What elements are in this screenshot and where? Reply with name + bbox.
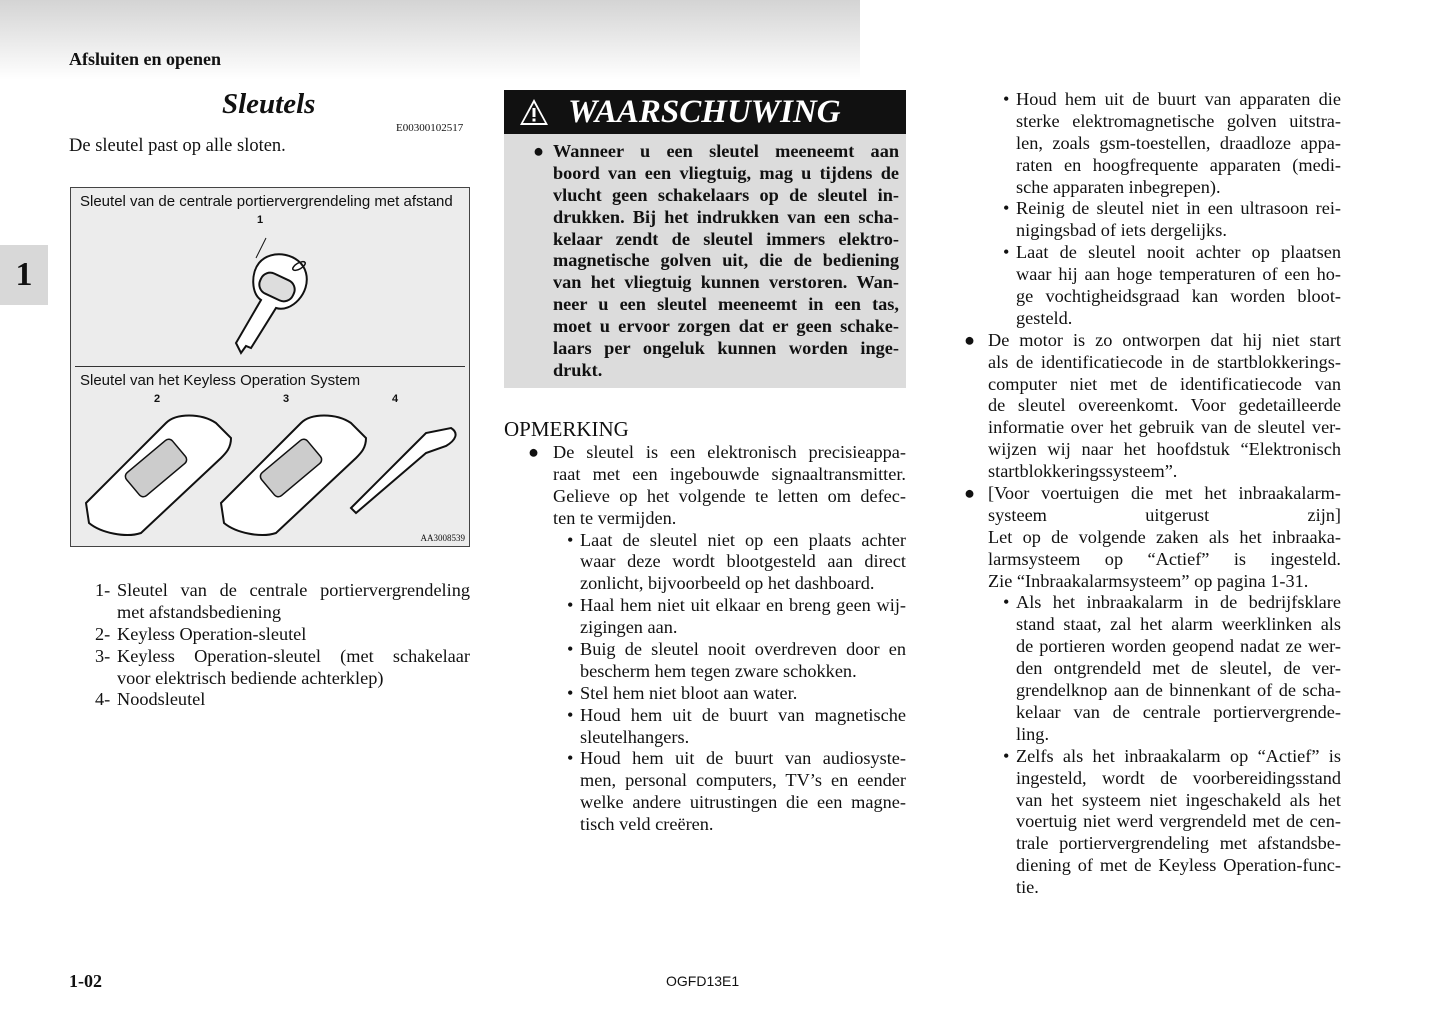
text-line: Laat de sleutel nooit achter op plaatsen <box>1016 242 1341 263</box>
list-item <box>964 330 1341 483</box>
text-line: waar hij aan hoge temperaturen of een ho- <box>1016 264 1341 285</box>
note-title: OPMERKING <box>504 417 629 441</box>
text-line: neer u een sleutel meeneemt in een tas, <box>553 294 899 315</box>
text-line: Haal hem niet uit elkaar en breng geen wij- <box>580 595 906 616</box>
sub-bullet-icon: • <box>1003 592 1010 613</box>
list-subitem <box>964 198 1341 242</box>
bullet-icon: ● <box>964 329 976 350</box>
warning-item <box>533 141 899 382</box>
text-line: kelaar van de centrale portiervergrende- <box>1016 701 1341 722</box>
legend-item <box>95 624 470 646</box>
paragraph <box>1016 242 1341 330</box>
text-line: informatie over het gebruik van de sleutel ver- <box>988 417 1341 438</box>
item-number: 3- <box>95 645 111 666</box>
text-line: zonlicht, bijvoorbeeld op het dashboard. <box>580 573 875 594</box>
paragraph <box>580 683 906 705</box>
note-subitem <box>528 683 906 705</box>
text-line: kelaar zendt de sleutel immers elektro- <box>553 228 899 249</box>
note-section <box>528 442 906 836</box>
text-line: gesteld. <box>1016 307 1073 328</box>
text-line: van het vliegtuig kunnen verstoren. Wan- <box>553 272 899 293</box>
text-line: van het systeem niet ingeschakeld als het <box>1016 789 1341 810</box>
item-number: 1- <box>95 580 111 600</box>
note-subitem <box>528 530 906 596</box>
paragraph <box>1016 89 1341 198</box>
text-line: drukt. <box>553 359 603 380</box>
text-line: laars per ongeluk kunnen worden inge- <box>553 338 899 359</box>
text-line: voor elektrisch bediende achterklep) <box>117 667 384 688</box>
text-line: Zelfs als het inbraakalarm op “Actief” is <box>1016 745 1341 766</box>
paragraph <box>580 748 906 836</box>
document-id: OGFD13E1 <box>666 973 740 989</box>
remote-key-illustration <box>211 228 321 363</box>
text-line: Stel hem niet bloot aan water. <box>580 682 798 703</box>
page-title: Sleutels <box>222 88 316 120</box>
sub-bullet-icon: • <box>567 529 574 550</box>
paragraph <box>580 639 906 683</box>
list-item <box>964 483 1341 592</box>
text-line: sterke elektromagnetische golven uitstra- <box>1016 110 1341 131</box>
text-line: tie. <box>1016 877 1039 898</box>
paragraph <box>117 624 470 646</box>
figure-reference: AA3008539 <box>420 533 465 543</box>
paragraph <box>553 141 899 382</box>
item-number: 2- <box>95 623 111 644</box>
text-line: Laat de sleutel niet op een plaats achter <box>580 529 906 550</box>
warning-header <box>504 90 906 134</box>
legend-item <box>95 646 470 690</box>
legend-item <box>95 689 470 711</box>
list-subitem <box>964 746 1341 899</box>
text-line: len, zoals gsm-toestellen, draadloze appa- <box>1016 132 1341 153</box>
text-line: Gelieve op het volgende te letten om defec- <box>553 485 906 506</box>
text-line: stand staat, zal het alarm weerklinken als <box>1016 614 1341 635</box>
bullet-icon: ● <box>533 141 545 161</box>
text-line: ge vochtigheidsgraad kan worden bloot- <box>1016 286 1341 307</box>
figure-divider <box>75 366 465 367</box>
paragraph <box>553 442 906 530</box>
text-line: de sleutel overeenkomt. Voor gedetailleerde <box>988 395 1341 416</box>
bullet-icon: ● <box>964 483 976 504</box>
note-subitem <box>528 639 906 683</box>
text-line: als de identificatiecode in de startblokkerings- <box>988 351 1341 372</box>
figure-label-1: 1 <box>257 214 264 226</box>
text-line: grendelknop aan de binnenkant of de scha- <box>1016 680 1341 701</box>
text-line: met afstandsbediening <box>117 601 281 622</box>
bullet-icon: ● <box>528 442 540 462</box>
note-subitem <box>528 705 906 749</box>
text-line: Let op de volgende zaken als het inbraaka- <box>988 526 1341 547</box>
text-line: tisch veld creëren. <box>580 814 714 835</box>
warning-text <box>533 141 899 382</box>
text-line: Wanneer u een sleutel meeneemt aan <box>553 141 899 161</box>
text-line: vlucht geen schakelaars op de sleutel in- <box>553 184 899 205</box>
sub-bullet-icon: • <box>567 639 574 660</box>
text-line: nigingsbad of iets dergelijks. <box>1016 220 1227 241</box>
text-line: de portieren worden geopend nadat ze wer- <box>1016 636 1341 657</box>
text-line: ten te vermijden. <box>553 507 677 528</box>
text-line: ingesteld, wordt de voorbereidingsstand <box>1016 767 1341 788</box>
text-line: Buig de sleutel nooit overdreven door en <box>580 639 906 660</box>
text-line: boord van een vliegtuig, mag u tijdens de <box>553 162 899 183</box>
text-line: Houd hem uit de buurt van magnetische <box>580 704 906 725</box>
text-line: trale portiervergrendeling met afstandsbe- <box>1016 833 1341 854</box>
figure-caption-bottom: Sleutel van het Keyless Operation System <box>80 372 361 389</box>
warning-triangle-icon <box>518 97 550 127</box>
text-line: raat met een ingebouwde signaaltransmitter. <box>553 463 906 484</box>
text-line: [Voor voertuigen die met het inbraakalarm- <box>988 483 1341 504</box>
text-line: waar deze wordt blootgesteld aan direct <box>580 551 906 572</box>
text-line: den ontgrendeld met de sleutel, de ver- <box>1016 658 1341 679</box>
text-line: Houd hem uit de buurt van apparaten die <box>1016 89 1341 109</box>
item-number: 4- <box>95 689 111 710</box>
text-line: Houd hem uit de buurt van audiosyste- <box>580 748 906 769</box>
sub-bullet-icon: • <box>1003 89 1010 109</box>
text-line: Reinig de sleutel niet in een ultrasoon rei- <box>1016 198 1341 219</box>
text-line: systeem uitgerust zijn] <box>988 504 1341 525</box>
chapter-tab[interactable]: 1 <box>0 245 48 305</box>
text-line: moet u ervoor zorgen dat er geen schake- <box>553 316 899 337</box>
figure-label-3: 3 <box>283 393 290 405</box>
doc-code: E00300102517 <box>396 122 464 134</box>
keys-figure <box>70 187 470 547</box>
intro-text: De sleutel past op alle sloten. <box>69 136 286 156</box>
text-line: Als het inbraakalarm in de bedrijfsklare <box>1016 592 1341 613</box>
sub-bullet-icon: • <box>567 682 574 703</box>
text-line: De motor is zo ontworpen dat hij niet start <box>988 329 1341 350</box>
text-line: larmsysteem op “Actief” is ingesteld. <box>988 548 1341 569</box>
legend-item <box>95 580 470 624</box>
text-line: Zie “Inbraakalarmsysteem” op pagina 1-31. <box>988 570 1309 591</box>
sub-bullet-icon: • <box>1003 242 1010 263</box>
text-line: zigingen aan. <box>580 617 678 638</box>
text-line: voertuig niet werd vergrendeld met de cen- <box>1016 811 1341 832</box>
paragraph <box>1016 198 1341 242</box>
text-line: magnetische golven uit, die de bediening <box>553 250 899 271</box>
text-line: diening of met de Keyless Operation-func- <box>1016 855 1341 876</box>
text-line: ling. <box>1016 723 1050 744</box>
text-line: Noodsleutel <box>117 689 206 710</box>
text-line: computer niet met de identificatiecode van <box>988 373 1341 394</box>
section-title: Afsluiten en openen <box>69 49 222 69</box>
right-column <box>964 89 1341 899</box>
paragraph <box>117 689 470 711</box>
sub-bullet-icon: • <box>567 595 574 616</box>
text-line: De sleutel is een elektronisch precisieappa- <box>553 442 906 462</box>
text-line: Keyless Operation-sleutel (met schakelaar <box>117 645 470 666</box>
warning-title: WAARSCHUWING <box>568 93 841 130</box>
figure-label-4: 4 <box>392 393 399 405</box>
text-line: sleutelhangers. <box>580 726 690 747</box>
text-line: welke andere uitrustingen die een magne- <box>580 792 906 813</box>
text-line: startblokkeringssysteem”. <box>988 461 1178 482</box>
figure-legend <box>95 580 470 711</box>
text-line: Keyless Operation-sleutel <box>117 623 307 644</box>
note-subitem <box>528 748 906 836</box>
paragraph <box>117 580 470 624</box>
text-line: Sleutel van de centrale portiervergrendeling <box>117 580 470 600</box>
paragraph <box>580 705 906 749</box>
text-line: raten en hoogfrequente apparaten (medi- <box>1016 154 1341 175</box>
text-line: drukken. Bij het indrukken van een scha- <box>553 206 899 227</box>
figure-caption-top: Sleutel van de centrale portiervergrendeling met afstand <box>80 193 453 210</box>
list-subitem <box>964 89 1341 198</box>
sub-bullet-icon: • <box>567 704 574 725</box>
page-number: 1-02 <box>69 971 102 991</box>
note-item <box>528 442 906 530</box>
paragraph <box>580 530 906 596</box>
text-line: sche apparaten inbegrepen). <box>1016 176 1221 197</box>
text-line: wijzen wij naar het hoofdstuk “Elektronisch <box>988 439 1341 460</box>
sub-bullet-icon: • <box>567 748 574 769</box>
list-subitem <box>964 242 1341 330</box>
sub-bullet-icon: • <box>1003 198 1010 219</box>
note-subitem <box>528 595 906 639</box>
list-subitem <box>964 592 1341 745</box>
keyless-fobs-illustration <box>81 408 461 538</box>
text-line: men, personal computers, TV’s en eender <box>580 770 906 791</box>
paragraph <box>117 646 470 690</box>
sub-bullet-icon: • <box>1003 745 1010 766</box>
paragraph <box>580 595 906 639</box>
paragraph <box>1016 746 1341 899</box>
paragraph <box>988 483 1341 592</box>
paragraph <box>1016 592 1341 745</box>
text-line: bescherm hem tegen zware schokken. <box>580 660 857 681</box>
figure-label-2: 2 <box>154 393 161 405</box>
paragraph <box>988 330 1341 483</box>
